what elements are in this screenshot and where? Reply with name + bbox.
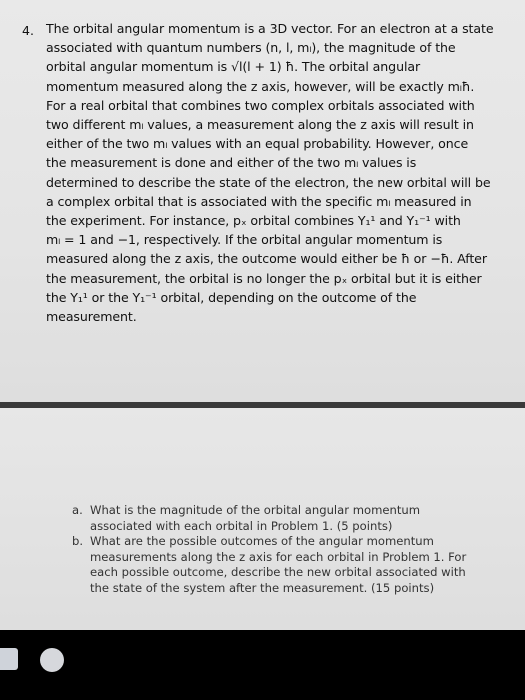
- subquestion-b: [72, 534, 482, 596]
- subquestion-list: [72, 503, 482, 597]
- question-line: orbital angular momentum is √l(l + 1) ħ. The orbital angular: [46, 59, 421, 75]
- question-line: the measurement is done and either of the two mₗ values is: [46, 155, 417, 171]
- subquestion-line: associated with each orbital in Problem 1. (5 points): [90, 518, 393, 533]
- question-line: either of the two mₗ values with an equal probability. However, once: [46, 136, 469, 152]
- subquestion-line: the state of the system after the measurement. (15 points): [90, 580, 435, 595]
- question-line: determined to describe the state of the electron, the new orbital will be: [46, 174, 491, 190]
- question-line: the experiment. For instance, pₓ orbital combines Y₁¹ and Y₁⁻¹ with: [46, 213, 461, 229]
- question-line: momentum measured along the z axis, however, will be exactly mₗħ.: [46, 78, 475, 94]
- subquestion-line: What are the possible outcomes of the angular momentum: [90, 534, 434, 549]
- question-line: two different mₗ values, a measurement along the z axis will result in: [46, 117, 474, 133]
- question-line: associated with quantum numbers (n, l, mₗ), the magnitude of the: [46, 40, 456, 56]
- question-number: 4.: [22, 23, 34, 38]
- subquestion-line: measurements along the z axis for each orbital in Problem 1. For: [90, 549, 467, 564]
- sidebar-toggle-icon[interactable]: [0, 648, 18, 670]
- bottom-toolbar: [0, 630, 525, 700]
- subquestion-a: [72, 503, 482, 534]
- subquestion-text: [90, 503, 482, 534]
- subquestion-letter: a.: [72, 503, 83, 517]
- question-line: the Y₁¹ or the Y₁⁻¹ orbital, depending on the outcome of the: [46, 289, 417, 305]
- circle-button-icon[interactable]: [40, 648, 64, 672]
- question-line: mₗ = 1 and −1, respectively. If the orbital angular momentum is: [46, 232, 443, 248]
- question-body: [46, 19, 508, 326]
- subquestion-text: [90, 534, 482, 596]
- question-line: measurement.: [46, 309, 137, 325]
- subquestion-line: What is the magnitude of the orbital angular momentum: [90, 503, 421, 517]
- subquestion-line: each possible outcome, describe the new orbital associated with: [90, 565, 466, 580]
- question-line: the measurement, the orbital is no longer the pₓ orbital but it is either: [46, 270, 482, 286]
- question-line: The orbital angular momentum is a 3D vector. For an electron at a state: [46, 21, 494, 36]
- question-line: measured along the z axis, the outcome would either be ħ or −ħ. After: [46, 251, 487, 267]
- subquestion-letter: b.: [72, 534, 84, 549]
- question-line: For a real orbital that combines two complex orbitals associated with: [46, 97, 475, 113]
- question-line: a complex orbital that is associated with the specific mₗ measured in: [46, 193, 472, 209]
